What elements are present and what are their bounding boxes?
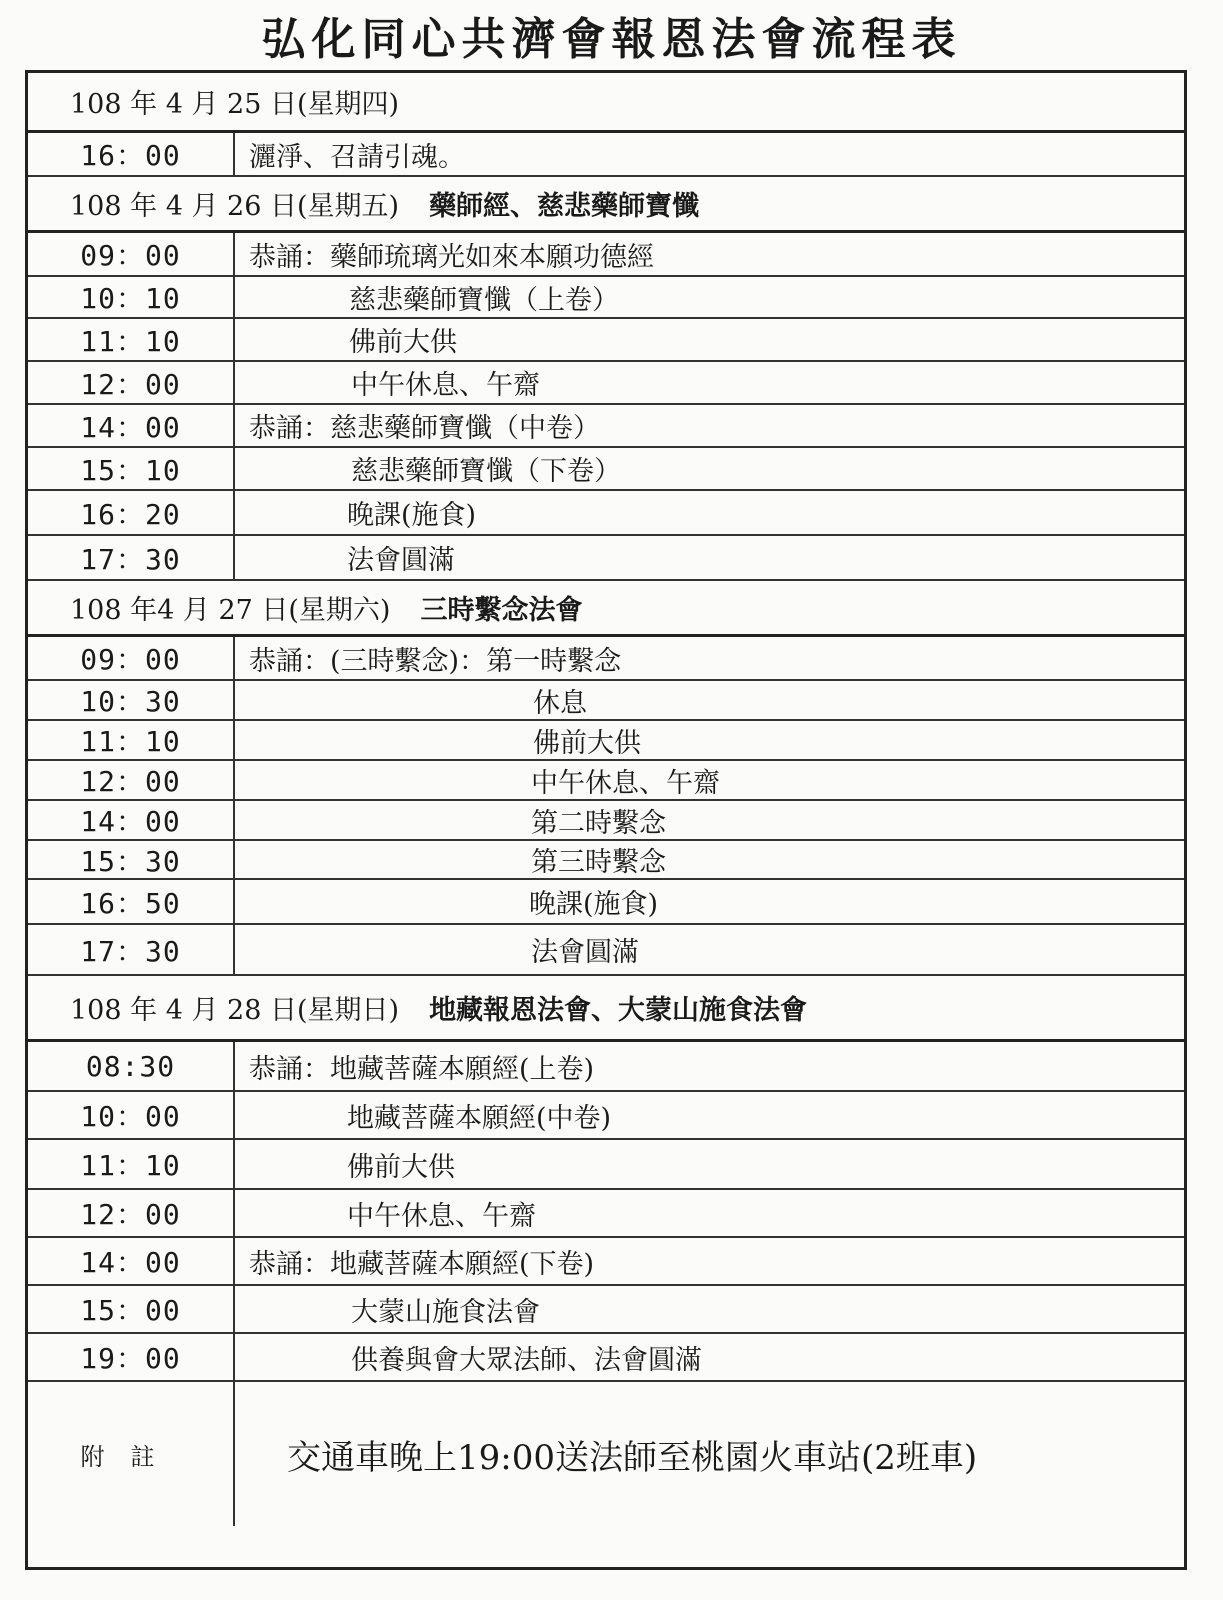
- time-cell: 12：00: [28, 1190, 235, 1236]
- time-cell: 10：10: [28, 277, 235, 317]
- activity-cell: [235, 1190, 1184, 1236]
- time-cell: 10：00: [28, 1092, 235, 1138]
- schedule-row: [28, 362, 1184, 405]
- activity-cell: [235, 1286, 1184, 1332]
- time-cell: 11：10: [28, 319, 235, 360]
- activity-cell: [235, 448, 1184, 489]
- time-cell: 12：00: [28, 362, 235, 403]
- time-cell: 14：00: [28, 1238, 235, 1284]
- time-cell: 16：00: [28, 133, 235, 175]
- activity-text: 恭誦：藥師琉璃光如來本願功德經: [249, 241, 654, 273]
- activity-text: 中午休息、午齋: [347, 1200, 536, 1232]
- day-header-row: [28, 976, 1184, 1042]
- schedule-row: [28, 233, 1184, 277]
- activity-cell: [235, 536, 1184, 579]
- activity-text: 休息: [533, 687, 587, 719]
- schedule-row: [28, 880, 1184, 925]
- activity-text: 晚課(施食): [529, 889, 659, 920]
- activity-cell: [235, 405, 1184, 446]
- day-topic: 地藏報恩法會、大蒙山施食法會: [429, 995, 808, 1026]
- activity-cell: [235, 1042, 1184, 1090]
- activity-cell: [235, 362, 1184, 403]
- day-header-cell: [70, 177, 1174, 230]
- activity-text: 佛前大供: [347, 1151, 455, 1183]
- schedule-row: [28, 405, 1184, 448]
- day-topic: 藥師經、慈悲藥師寶懺: [429, 191, 700, 222]
- day-header-cell: [70, 976, 1174, 1039]
- time-cell: 15：00: [28, 1286, 235, 1332]
- activity-text: 中午休息、午齋: [531, 767, 720, 799]
- activity-cell: [235, 801, 1184, 839]
- activity-text: 大蒙山施食法會: [351, 1296, 540, 1328]
- activity-text: 佛前大供: [533, 727, 641, 759]
- schedule-row: [28, 681, 1184, 721]
- activity-text: 法會圓滿: [531, 937, 639, 968]
- activity-cell: [235, 491, 1184, 534]
- activity-cell: [235, 721, 1184, 759]
- schedule-row: [28, 133, 1184, 177]
- schedule-row: [28, 721, 1184, 761]
- day-date: 108 年 4 月 26 日(星期五): [70, 191, 400, 222]
- time-cell: 14：00: [28, 405, 235, 446]
- activity-text: 法會圓滿: [347, 545, 455, 576]
- schedule-row: [28, 1334, 1184, 1382]
- activity-text: 佛前大供: [349, 327, 457, 358]
- time-cell: 16：50: [28, 880, 235, 923]
- activity-text: 灑淨、召請引魂。: [249, 141, 465, 173]
- day-date: 108 年 4 月 25 日(星期四): [70, 89, 400, 120]
- activity-text: 恭誦：(三時繫念)：第一時繫念: [249, 645, 622, 677]
- day-header-cell: [70, 581, 1174, 634]
- schedule-row: [28, 448, 1184, 491]
- note-text-cell: [235, 1382, 1184, 1526]
- schedule-row: [28, 1042, 1184, 1092]
- note-label-text: 附註: [80, 1442, 181, 1471]
- schedule-row: [28, 1238, 1184, 1286]
- time-cell: 15：10: [28, 448, 235, 489]
- activity-cell: [235, 681, 1184, 719]
- schedule-row: [28, 536, 1184, 581]
- activity-text: 慈悲藥師寶懺（下卷）: [351, 456, 621, 487]
- activity-cell: [235, 233, 1184, 275]
- time-cell: 19：00: [28, 1334, 235, 1380]
- time-cell: 09：00: [28, 233, 235, 275]
- schedule-row: [28, 925, 1184, 976]
- time-cell: 08:30: [28, 1042, 235, 1090]
- day-date: 108 年4 月 27 日(星期六): [70, 595, 391, 626]
- time-cell: 14：00: [28, 801, 235, 839]
- time-cell: 09：00: [28, 637, 235, 679]
- activity-text: 晚課(施食): [347, 500, 477, 531]
- schedule-row: [28, 319, 1184, 362]
- time-cell: 12：00: [28, 761, 235, 799]
- schedule-row: [28, 1190, 1184, 1238]
- activity-cell: [235, 637, 1184, 679]
- activity-cell: [235, 1238, 1184, 1284]
- schedule-row: [28, 841, 1184, 880]
- schedule-row: [28, 761, 1184, 801]
- activity-cell: [235, 1092, 1184, 1138]
- schedule-row: [28, 277, 1184, 319]
- note-text: 交通車晚上19:00送法師至桃園火車站(2班車): [287, 1437, 978, 1478]
- activity-text: 第二時繫念: [531, 807, 666, 839]
- day-header-row: [28, 177, 1184, 233]
- day-header-row: [28, 581, 1184, 637]
- time-cell: 10：30: [28, 681, 235, 719]
- activity-text: 恭誦：慈悲藥師寶懺（中卷）: [249, 413, 600, 444]
- activity-text: 恭誦：地藏菩薩本願經(下卷): [249, 1248, 595, 1280]
- activity-text: 中午休息、午齋: [351, 370, 540, 401]
- time-cell: 16：20: [28, 491, 235, 534]
- activity-text: 供養與會大眾法師、法會圓滿: [351, 1344, 702, 1376]
- note-row: [28, 1382, 1184, 1526]
- time-cell: 17：30: [28, 925, 235, 974]
- time-cell: 11：10: [28, 1140, 235, 1188]
- schedule-row: [28, 1140, 1184, 1190]
- schedule-row: [28, 801, 1184, 841]
- activity-text: 地藏菩薩本願經(中卷): [347, 1102, 612, 1134]
- activity-text: 恭誦：地藏菩薩本願經(上卷): [249, 1053, 595, 1085]
- activity-text: 慈悲藥師寶懺（上卷）: [349, 284, 619, 316]
- activity-cell: [235, 880, 1184, 923]
- schedule-table: [25, 70, 1187, 1570]
- note-label: [28, 1382, 235, 1526]
- day-header-row: [28, 73, 1184, 133]
- activity-cell: [235, 1334, 1184, 1380]
- activity-cell: [235, 277, 1184, 317]
- page-title: 弘化同心共濟會報恩法會流程表: [261, 14, 962, 65]
- schedule-row: [28, 637, 1184, 681]
- activity-cell: [235, 841, 1184, 878]
- day-date: 108 年 4 月 28 日(星期日): [70, 995, 400, 1026]
- time-cell: 15：30: [28, 841, 235, 878]
- schedule-row: [28, 1286, 1184, 1334]
- schedule-row: [28, 491, 1184, 536]
- activity-cell: [235, 761, 1184, 799]
- time-cell: 11：10: [28, 721, 235, 759]
- activity-cell: [235, 925, 1184, 974]
- activity-cell: [235, 133, 1184, 175]
- activity-cell: [235, 319, 1184, 360]
- time-cell: 17：30: [28, 536, 235, 579]
- activity-text: 第三時繫念: [531, 847, 666, 878]
- day-topic: 三時繫念法會: [420, 595, 583, 626]
- day-header-cell: [70, 73, 1174, 130]
- activity-cell: [235, 1140, 1184, 1188]
- schedule-row: [28, 1092, 1184, 1140]
